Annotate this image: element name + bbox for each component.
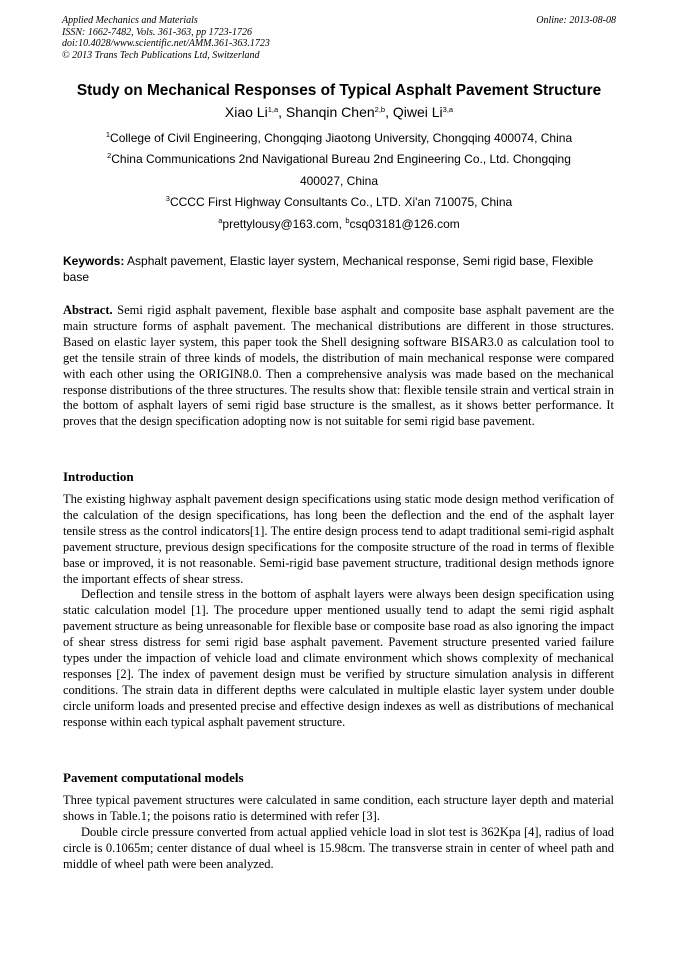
author-list — [0, 104, 678, 120]
author-separator: , — [278, 104, 286, 120]
abstract-label: Abstract. — [63, 303, 113, 317]
paragraph: Double circle pressure converted from actual applied vehicle load in slot test is 362Kpa [4], radius of load circle is 0.1065m; center distance of dual wheel is 15.98cm. The transverse strain in center of wheel path and middle of wheel path were been analyzed. — [63, 824, 614, 871]
email-link[interactable]: prettylousy@163.com, — [222, 217, 346, 231]
journal-name: Applied Mechanics and Materials — [62, 15, 198, 26]
author-separator: , — [385, 104, 393, 120]
paragraph: Deflection and tensile stress in the bottom of asphalt layers were always been design specification using static calculation model [1]. The procedure upper mentioned usually tend to adapt the semi rigid asphalt pavement structure as being unreasonable for flexible base or composite base road as also ignoring the impact of shear stress distress for semi rigid base asphalt pavement. Pavement structure presented varied failure types under the impaction of vehicle load and climate environment which shows complexity of mechanical responses [2]. The index of pavement design must be verified by structure simulation analysis in different conditions. The strain data in different depths were calculated in multiple elastic layer system under double circle uniform loads and presented precise and effective design indexes as well as distributions of mechanical response within each typical asphalt pavement structure. — [63, 587, 614, 729]
author-name: Qiwei Li — [392, 104, 443, 120]
keywords — [63, 253, 615, 285]
models-body — [63, 793, 614, 873]
author-name: Xiao Li — [224, 104, 268, 120]
author-affiliation-mark: 2,b — [374, 105, 386, 114]
doi-line: doi:10.4028/www.scientific.net/AMM.361-363.1723 — [62, 38, 270, 49]
paper-title: Study on Mechanical Responses of Typical Asphalt Pavement Structure — [76, 82, 602, 99]
author-emails: $^a$prettylousy@163.com, $^b$csq03181@126.com — [218, 216, 460, 231]
section-heading-models: Pavement computational models — [63, 770, 244, 785]
copyright-line: © 2013 Trans Tech Publications Ltd, Switzerland — [62, 49, 260, 61]
issn-line: ISSN: 1662-7482, Vols. 361-363, pp 1723-1726 — [62, 26, 252, 38]
paragraph: The existing highway asphalt pavement design specifications using static mode design method verification of the calculation of the design specifications, has long been the deflection and the end of the asphalt layer tensile stress as the control indicators[1]. The entire design process tend to adapt traditional semi-rigid asphalt pavement structure, previous design specifications for the composite structure of the road in terms of flexible base or improved, it is not reasonable. Semi-rigid base pavement structure, traditional design methods ignore the important effects of shear stress. — [63, 492, 614, 586]
section-heading-introduction: Introduction — [63, 469, 134, 484]
author-affiliation-mark: 1,a — [267, 105, 279, 114]
author-name: Shanqin Chen — [285, 104, 375, 120]
keywords-text: Asphalt pavement, Elastic layer system, Mechanical response, Semi rigid base, Flexible base — [63, 254, 594, 284]
introduction-body — [63, 492, 614, 731]
affiliation-2-continued: 400027, China — [299, 174, 379, 188]
affiliation-3: $^3$CCCC First Highway Consultants Co., LTD. Xi'an 710075, China — [165, 194, 513, 209]
keywords-label: Keywords: — [63, 254, 125, 268]
abstract — [63, 303, 614, 430]
paragraph: Three typical pavement structures were calculated in same condition, each structure layer depth and material shows in Table.1; the poisons ratio is determined with refer [3]. — [63, 793, 614, 823]
abstract-text: Semi rigid asphalt pavement, flexible base asphalt and composite base asphalt pavement are the main structure forms of asphalt pavement. The mechanical distributions are different in those structures. Based on elastic layer system, this paper took the Shell designing software BISAR3.0 as calculation tool to get the tensile strain of three kinds of models, the distribution of main mechanical response were compared with each other using the ORIGIN8.0. Then a comprehensive analysis was made based on the mechanical response distributions of the three structures. The results show that: flexible tensile strain and vertical strain in the bottom of asphalt layers of semi rigid base structure is the smallest, as it shows better performance. It proves that the design specification adopting now is not suitable for semi rigid base pavement. — [63, 303, 614, 429]
online-date: Online: 2013-08-08 — [536, 15, 616, 26]
journal-header — [62, 15, 616, 61]
author-affiliation-mark: 3,a — [442, 105, 454, 114]
affiliation-1: $^1$College of Civil Engineering, Chongqing Jiaotong University, Chongqing 400074, China — [105, 130, 573, 145]
email-link[interactable]: csq03181@126.com — [349, 217, 460, 231]
affiliation-2: $^2$China Communications 2nd Navigational Bureau 2nd Engineering Co., Ltd. Chongqing — [107, 151, 571, 166]
